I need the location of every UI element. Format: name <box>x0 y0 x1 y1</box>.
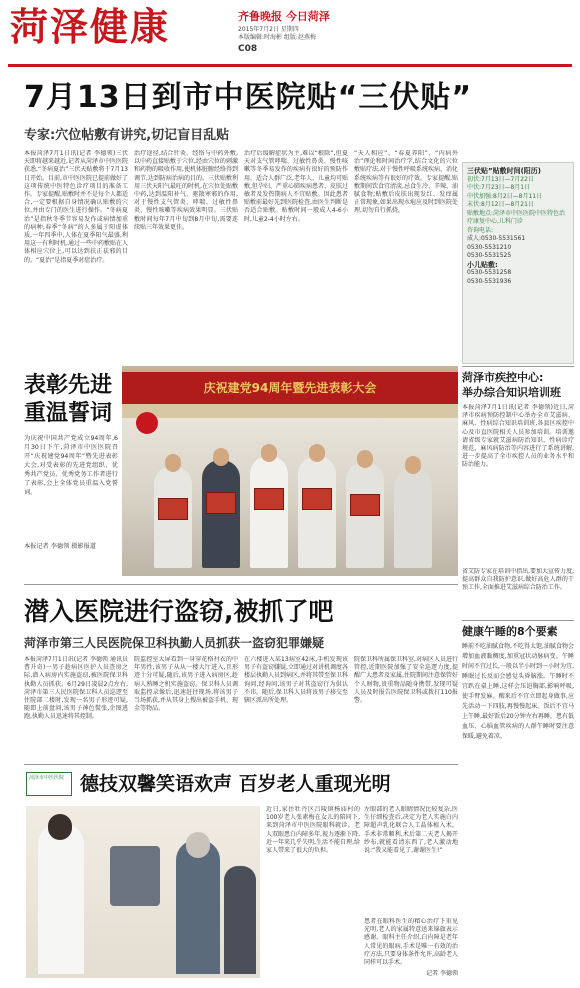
lead-sidebar <box>462 162 574 364</box>
sidebar-phone-2: 0530-5531210 <box>467 243 512 251</box>
section-title: 菏泽健康 <box>10 5 171 49</box>
person-6-head <box>405 456 421 474</box>
story3-headline: 潜入医院进行盗窃,被抓了吧 <box>24 597 334 626</box>
story2-headline-line1: 表彰先进 <box>24 373 113 398</box>
certificate-3 <box>254 488 284 510</box>
lead-subhead: 专家:穴位帖敷有讲究,切记盲目乱贴 <box>24 128 230 143</box>
cdc-body: 本报菏泽7月1日讯(记者 李德领)近日,菏泽市疾病预防控制中心举办全市艾滋病、麻风、性病综合知识培训班,各县区疾控中心及市直医院相关人员参加培训。培训邀请省级专家就艾滋病防治知识、性病诊疗规范、麻风病防治等内容进行了系统讲解,进一步提高了全市疾控人员的业务水平和防治能力。 <box>462 404 574 469</box>
certificate-1 <box>158 498 188 520</box>
masthead-rule <box>8 64 572 67</box>
story3-rule <box>24 584 458 585</box>
person-2-head <box>213 448 229 466</box>
story4-byline: 记者 李德领 <box>426 970 458 977</box>
certificate-2 <box>206 492 236 514</box>
ceremony-banner: 庆祝建党94周年暨先进表彰大会 <box>122 372 458 404</box>
sidebar-address: 贴敷地点:菏泽市中医医院中医特色治疗康复中心,儿科门诊 <box>467 209 566 225</box>
story4-headline: 德技双馨笑语欢声 百岁老人重现光明 <box>80 773 391 795</box>
right-column-cdc <box>462 370 574 400</box>
sidebar-title: 三伏贴”贴敷时间(阳历) <box>467 167 541 175</box>
story3-column-2: 院监控室大屏看到一身穿花格衬衣的中年男性,该男子从从一楼大厅进入,且形迹十分可疑,随后,该男子进入病房区,趁病人熟睡之机实施盗窃。保卫科人员调取监控录像后,迅速赶往现场,将该男子当场抓获,并从其身上搜出被盗手机、现金等物品。 <box>134 656 238 713</box>
hospital-logo: 菏泽市中医医院 <box>26 772 72 796</box>
story4-column-3: 患者在眼科医生的精心治疗下重见光明,老人的家属特意送来锦旗表示感谢。眼科主任介绍,白内障是老年人常见的眼病,手术是唯一有效的治疗方法,只要身体条件允许,高龄老人同样可以手术。 <box>364 918 458 967</box>
person-3-head <box>261 444 277 462</box>
nap-title: 健康午睡的8个要素 <box>462 625 558 638</box>
cdc-title-2: 举办综合知识培训班 <box>462 386 561 399</box>
lead-column-3: 治疗后缓解症状为主,难以“根除”,但夏天对支气管哮喘、过敏性鼻炎、慢性咳嗽等冬季易发作的疾病有很好的预防作用。适合人群广泛,老年人、儿童均可贴敷,但孕妇、严重心肺疾病患者、皮肤过敏者及发热期病人不宜贴敷。因此患者贴敷前最好先到医院检查,由医生判断是否适合贴敷。贴敷时间一般成人4-6小时,儿童2-4小时左右。 <box>244 150 348 223</box>
person-4-head <box>309 444 325 462</box>
story3-column-1: 本报菏泽7月1日讯(记者 李德领 通讯员 曹升奇)一男子趁病区医护人员查房之际,潜入病房内实施盗窃,被医院保卫科执勤人员抓获。6月29日凌晨2点左右,菏泽市第三人民医院保卫科人员巡逻至住院部二楼时,发现一名男子形迹可疑,随即上前盘问,该男子神色慌张,企图逃跑,执勤人员迅速将其控制。 <box>24 656 128 721</box>
story2-byline: 本报记者 李德领 摄影报道 <box>24 543 96 550</box>
story3-column-3: 在六楼进入某13病室42床,手机发现该男子有盗窃嫌疑,立即通过对讲机调度各楼层执勤人员到病区,并将其带至保卫科询问,经询问,该男子对其盗窃行为供认不讳。随后,保卫科人员将该男子移交至辖区派出所处理。 <box>244 656 348 705</box>
newspaper-name: 齐鲁晚报 今日菏泽 <box>238 10 330 23</box>
nap-body: 睡前不吃油腻食物,不吃得太饱,油腻食物会增加血液黏稠度,加重冠状动脉病变。午睡时间不宜过长,一般以半小时到一小时为宜,睡眠过长反而会感觉头昏脑涨。午睡时不宜趴在桌上睡,这样会压迫胸部,影响呼吸,使手臂发麻。醒来后不宜立即起身做事,应先活动一下四肢,再慢慢起床。饭后不宜马上午睡,最好饭后20分钟左右再睡。患有低血压、心脑血管疾病的人群午睡时要注意保暖,避免着凉。 <box>462 643 574 740</box>
family-member-figure <box>224 866 256 974</box>
lead-column-2: 治疗途径,结合针灸、经络与中药外敷,以中药直接贴敷于穴位,经由穴位的刺激和药物的吸收作用,使机体脏腑经络得到调节,达到防病治病的目的。三伏贴敷利用三伏天阳气最旺的时机,在穴位处贴敷中药,达到温阳补气、驱散寒邪的作用,对于慢性支气管炎、哮喘、过敏性鼻炎、慢性咳嗽等疾病效果明显。三伏贴敷时间每年7月中旬到8月中旬,需要连续贴三年效果更佳。 <box>134 150 238 231</box>
nap-rule <box>462 620 574 621</box>
sidebar-child-label: 小儿贴敷: <box>467 260 498 269</box>
issue-editors: 本版编辑:时海彬 组版:赵燕梅 <box>238 34 316 41</box>
masthead <box>0 0 580 62</box>
sidebar-hotline-label: 咨询电话: <box>467 226 494 234</box>
story2-headline <box>24 372 112 428</box>
sidebar-schedule-1: 初伏:7月13日—7月22日 <box>467 175 534 183</box>
sidebar-schedule-4: 末伏:8月12日—8月21日 <box>467 201 534 208</box>
eye-exam-photo <box>26 806 260 978</box>
issue-date: 2015年7月2日 星期四 <box>238 26 299 33</box>
award-ceremony-photo <box>122 366 458 576</box>
person-4 <box>298 456 336 568</box>
cdc-title-1: 菏泽市疾控中心: <box>462 371 544 384</box>
lead-column-4: “天人相应”、“春夏养阳”、“内病外治”理论和时间治疗学,结合文化的穴位敷贴疗法,对于慢性呼吸系统疾病、消化系统疾病等有很好的疗效。专家提醒,贴敷期间饮食宜清淡,忌食生冷、辛辣、油腻食物;贴敷后皮肤出现发红、发痒属正常现象,如果出现水疱应及时到医院处理,切勿自行抓挠。 <box>354 150 458 215</box>
person-2 <box>202 460 240 568</box>
sidebar-schedule-3: 中伏加强:8月2日—8月11日 <box>467 192 543 200</box>
doctor-head <box>48 814 72 840</box>
page-number: C08 <box>238 44 258 54</box>
patient-head <box>186 832 210 858</box>
doctor-figure <box>38 824 84 974</box>
lead-column-1: 本报菏泽7月1日讯(记者 李德领)三伏天即将越来越近,记者从菏泽市中医医院获悉,“冬病夏治”三伏天贴敷将于7月13日开始。目前,市中医医院已提前做好了这项传统中医特色诊疗项目的准备工作。专家提醒,贴敷时并不是每个人都适合,一定要根据自身情况确认贴敷的穴位,并由专门的医生进行操作。“冬病夏治”是指秋冬季节容易发作或病情加重的病种,春季“冬病”的人多属于阳虚体质,一年四季中,人体在夏季阳气最盛,利用这一有利时机,通过一些中药敷贴在人体相应穴位上,可以达到扶正祛邪的目的。“夏治”是指夏季对症治疗。 <box>24 150 128 264</box>
sidebar-phone-5: 0530-5531936 <box>467 277 512 285</box>
story4-rule <box>24 764 458 765</box>
sidebar-phone-1: 成人:0530-5531561 <box>467 235 526 242</box>
issue-info <box>238 26 316 42</box>
story4-column-1: 近日,家住牡丹区吕陵镇杨庙村的100岁老人张素梅在女儿的陪同下,来到菏泽市中医医院眼科就诊。老人双眼患白内障多年,视力逐渐下降,近一年来几乎失明,生活不能自理,给家人带来了很大的负担。 <box>266 806 360 855</box>
party-emblem-icon <box>136 412 158 434</box>
person-1-head <box>165 454 181 472</box>
sidebar-phone-3: 0530-5531525 <box>467 252 512 259</box>
cdc-body-2: 省艾防专家在培训中指出,要加大宣传力度,提高群众自我防护意识,做好高危人群的干预工作,全面推进艾滋病综合防治工作。 <box>462 568 574 592</box>
certificate-4 <box>302 488 332 510</box>
elderly-patient-figure <box>176 840 220 974</box>
story2-headline-line2: 重温誓词 <box>24 401 113 426</box>
slit-lamp-device <box>110 846 160 906</box>
person-6 <box>394 468 432 568</box>
sidebar-schedule-2: 中伏:7月23日—8月1日 <box>467 184 531 191</box>
story3-column-4: 院保卫科所属保卫科室,对病区人员进行管控,近期医院加强了安全巡逻力度,提醒广大患者及家属,住院期间注意保管好个人财物,贵重物品随身携带,发现可疑人员及时报告医院保卫科或拨打110报警。 <box>354 656 458 705</box>
person-3 <box>250 456 288 568</box>
story4-column-2: 左眼部的老人眼睛情况比较复杂,医生仔细检查后,决定为老人实施白内障超声乳化联合人工晶体植入术。手术非常顺利,术后第二天老人揭开纱布,就能看清东西了,老人激动地说:“我又能看见了,谢谢医生!” <box>364 806 458 855</box>
sidebar-phone-4: 0530-5531258 <box>467 269 512 276</box>
certificate-5 <box>350 494 380 516</box>
lead-headline: 7月13日到市中医院贴“三伏贴” <box>24 80 473 115</box>
person-5-head <box>357 450 373 468</box>
stage-backdrop <box>122 404 458 418</box>
story2-body: 为庆祝中国共产党成立94周年,6月30日下午,菏泽市中医医院召开“庆祝建党94周年”暨先进表彰大会,对受表彰的先进党组织、优秀共产党员、优秀党务工作者进行了表彰,会上全体党员重温入党誓词。 <box>24 435 118 496</box>
right-column-rule <box>462 366 574 367</box>
story3-subhead: 菏泽市第三人民医院保卫科执勤人员抓获一盗窃犯罪嫌疑 <box>24 636 325 650</box>
